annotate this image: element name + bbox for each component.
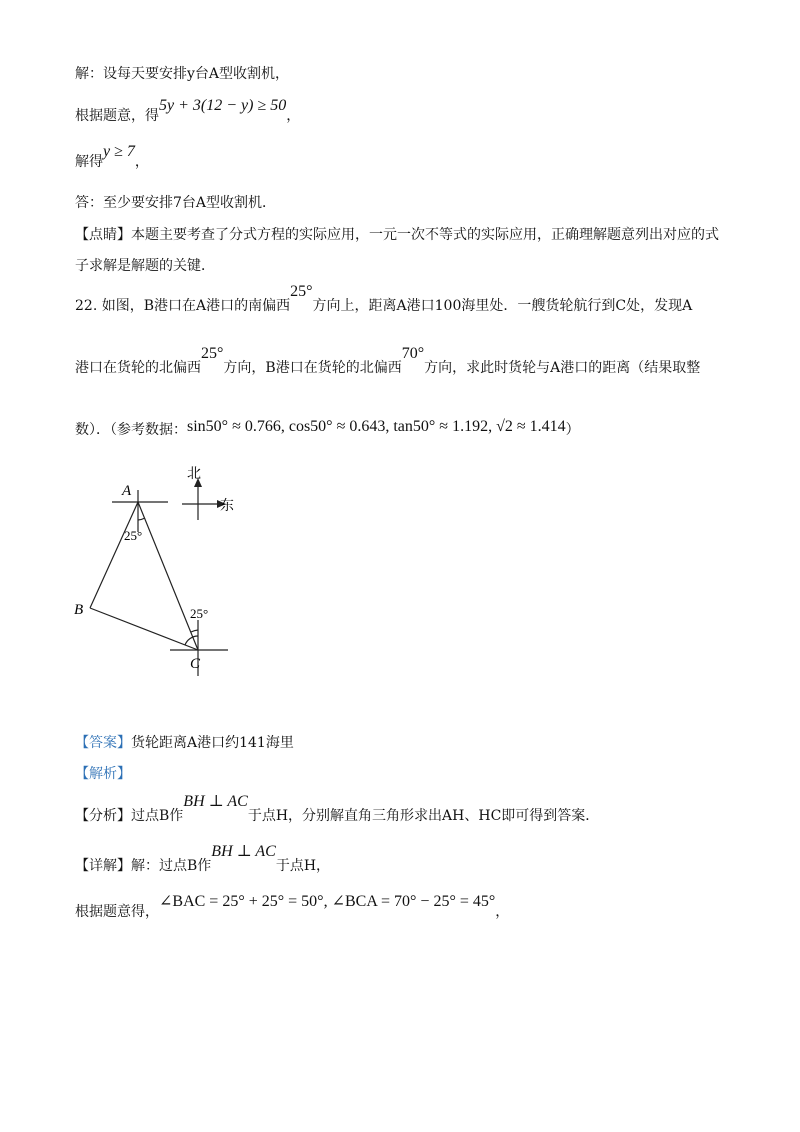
compass-east-label: 东 xyxy=(220,499,234,514)
analysis-tag: 【解析】 xyxy=(75,766,131,782)
solution-line-2: 根据题意，得5y + 3(12 − y) ≥ 50， xyxy=(75,97,301,124)
problem-line-3: 数）．（参考数据：sin50° ≈ 0.766, cos50° ≈ 0.643, tan50° ≈ 1.192, √2 ≈ 1.414） xyxy=(75,418,580,438)
answer-line: 【答案】货轮距离A港口约141海里 xyxy=(75,735,294,751)
perpendicular-formula-2: BH ⊥ AC xyxy=(211,843,276,860)
answer-tag: 【答案】 xyxy=(75,735,131,751)
angle-calc-line: 根据题意得，∠BAC = 25° + 25° = 50°, ∠BCA = 70° − 25° = 45°， xyxy=(75,893,510,920)
label-a: A xyxy=(122,483,132,499)
segment-bc xyxy=(90,608,198,650)
inequality-formula: 5y + 3(12 − y) ≥ 50 xyxy=(159,97,287,114)
label-b: B xyxy=(74,602,84,618)
analysis-line: 【分析】过点B作BH ⊥ AC于点H，分别解直角三角形求出AH、HC即可得到答案． xyxy=(75,793,600,824)
solution-formula: y ≥ 7 xyxy=(103,143,135,160)
problem-line-2: 港口在货轮的北偏西25°方向，B港口在货轮的北偏西70°方向，求此时货轮与A港口的距离（结果取整 xyxy=(75,345,701,376)
problem-line-1: 22. 如图，B港口在A港口的南偏西25°方向上，距离A港口100海里处．一艘货轮航行到C处，发现A xyxy=(75,283,693,314)
problem-angle-2: 25° xyxy=(201,345,224,362)
label-c: C xyxy=(190,656,201,672)
analysis-heading xyxy=(75,764,131,784)
perpendicular-formula-1: BH ⊥ AC xyxy=(183,793,248,810)
solution-line-6: 子求解是解题的关键． xyxy=(75,258,215,274)
solution-line-4: 答：至少要安排7台A型收割机． xyxy=(75,195,277,211)
solution-line-5: 【点睛】本题主要考查了分式方程的实际应用，一元一次不等式的实际应用，正确理解题意列出对应的式 xyxy=(75,227,719,243)
problem-angle-1: 25° xyxy=(290,283,313,300)
detail-line: 【详解】解：过点B作BH ⊥ AC于点H， xyxy=(75,843,331,874)
angle-label-a: 25° xyxy=(124,528,143,543)
angle-calc-formula: ∠BAC = 25° + 25° = 50°, ∠BCA = 70° − 25° = 45° xyxy=(159,893,496,910)
segment-ab xyxy=(90,502,138,608)
angle-arc-c xyxy=(191,630,198,632)
segment-ac xyxy=(138,502,198,650)
reference-data-formula: sin50° ≈ 0.766, cos50° ≈ 0.643, tan50° ≈ 1.192, √2 ≈ 1.414 xyxy=(187,418,566,435)
problem-angle-3: 70° xyxy=(401,345,425,362)
solution-line-3: 解得y ≥ 7， xyxy=(75,143,149,170)
compass-north-label: 北 xyxy=(187,467,201,482)
geometry-figure xyxy=(70,460,330,690)
xiangjie-tag: 【详解】 xyxy=(75,858,131,874)
angle-label-c: 25° xyxy=(190,606,209,621)
angle-arc-a xyxy=(138,518,145,520)
solution-line-1: 解：设每天要安排y台A型收割机， xyxy=(75,66,290,82)
fenxi-tag: 【分析】 xyxy=(75,808,131,824)
